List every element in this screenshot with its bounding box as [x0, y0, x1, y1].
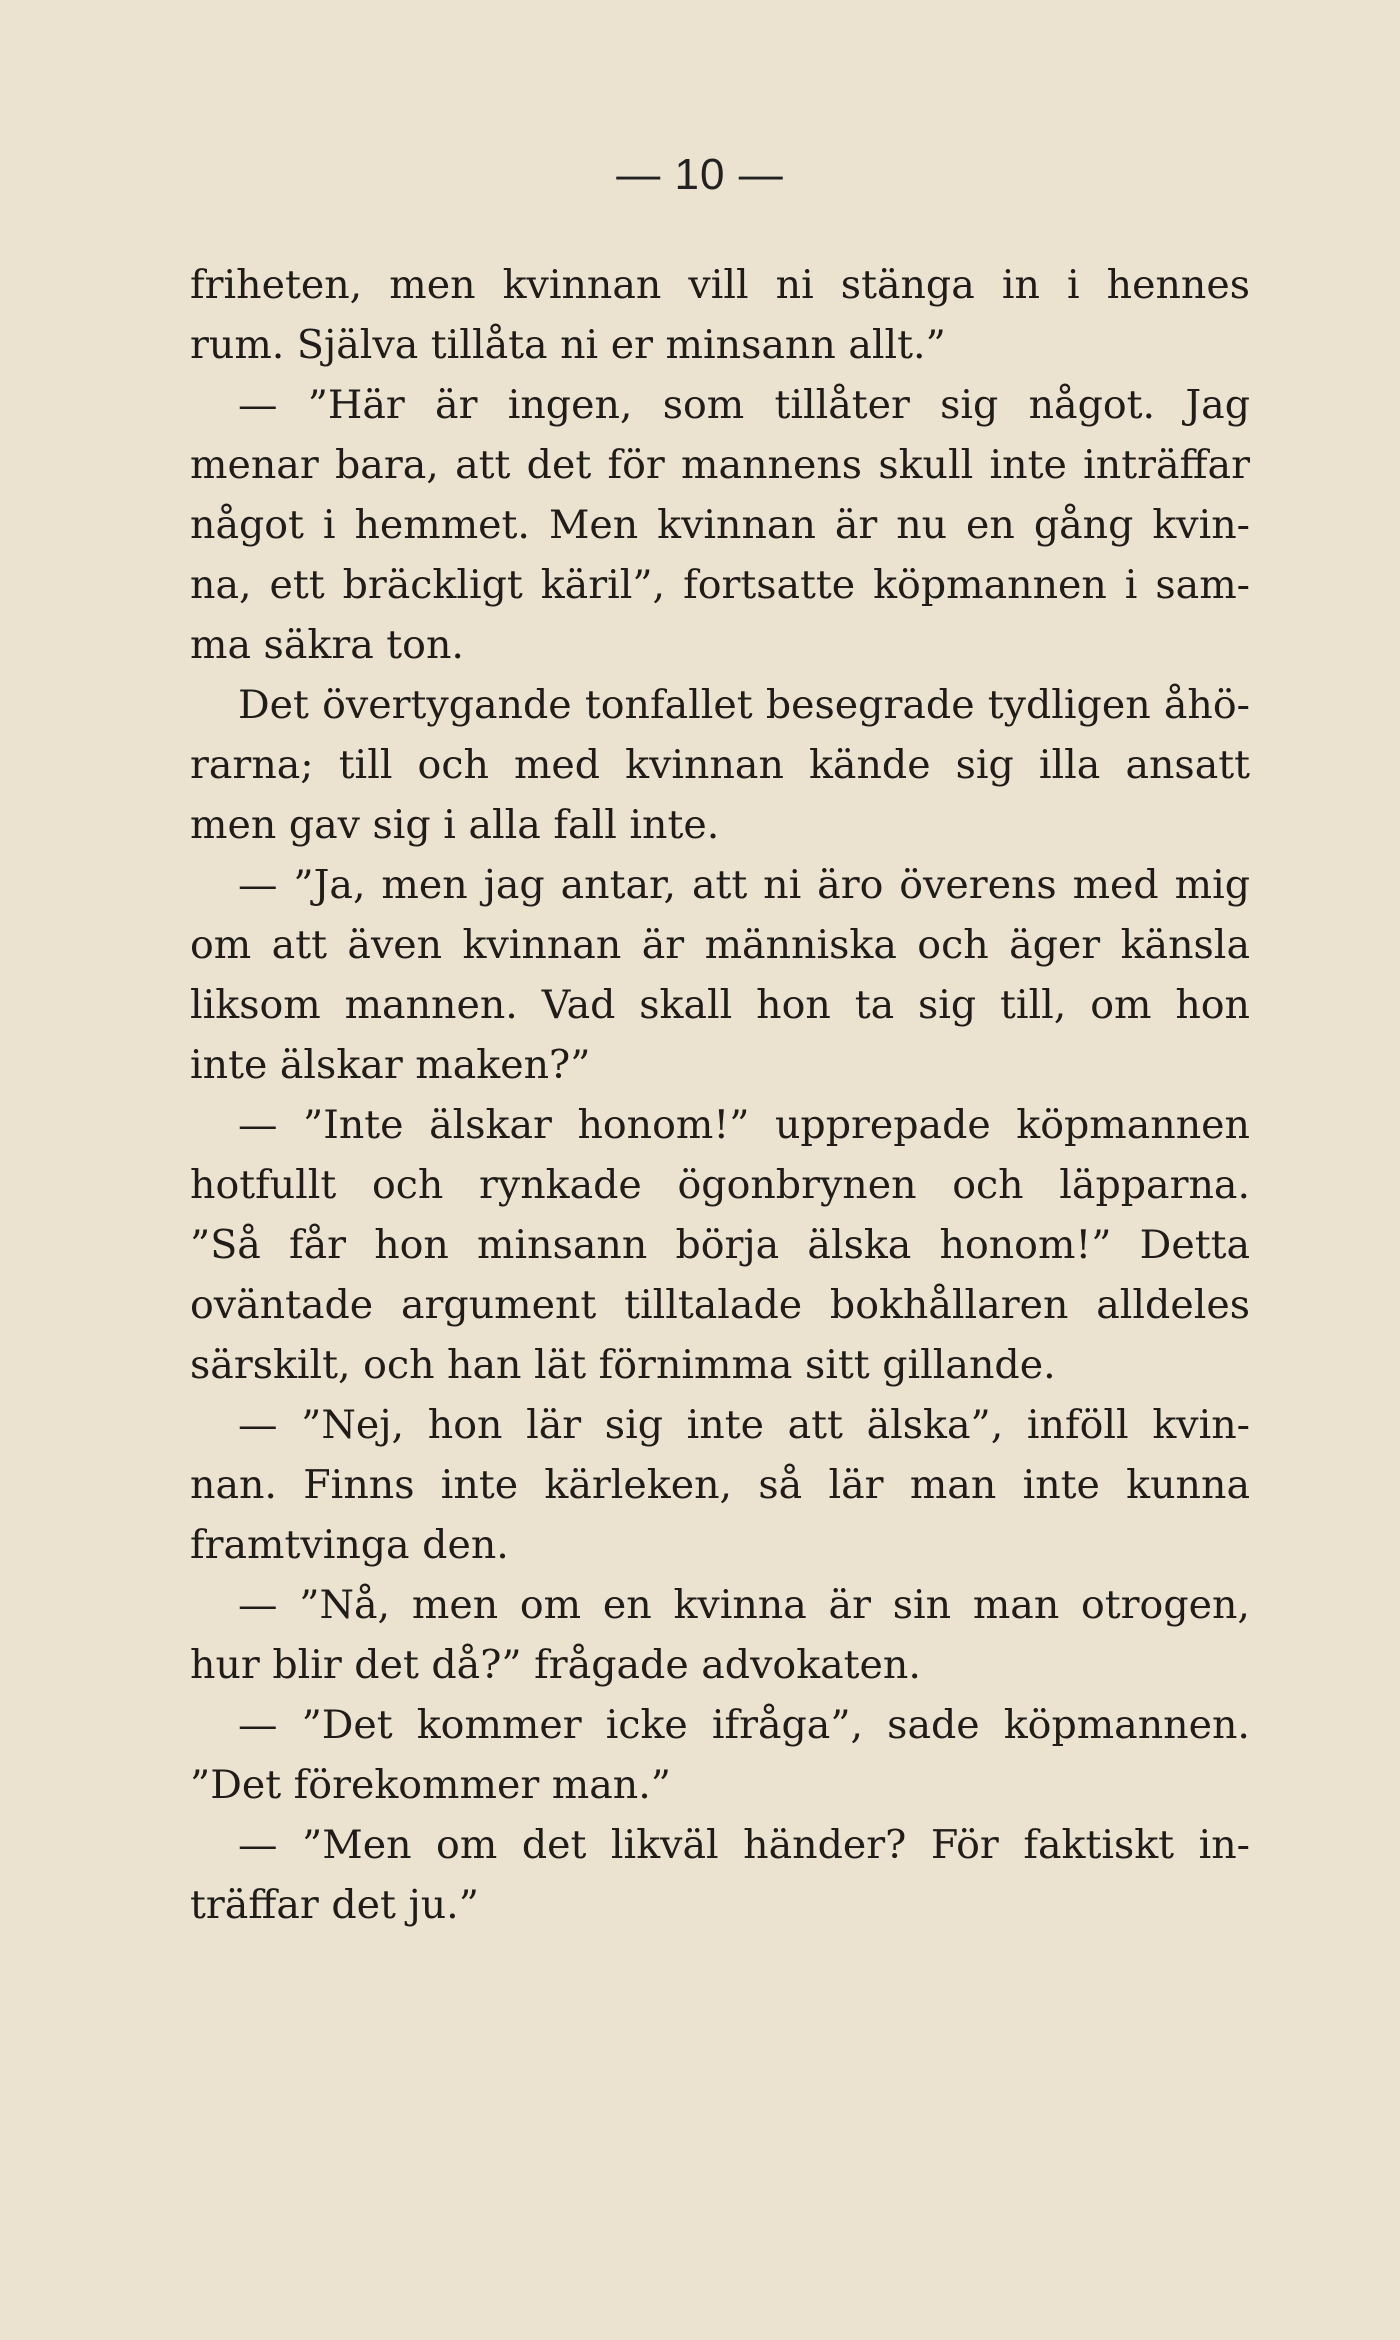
- text-line: hur blir det då?” frågade advokaten.: [190, 1642, 921, 1688]
- text-line: om att även kvinnan är människa och äger känsla: [190, 922, 1250, 968]
- text-line: — ”Det kommer icke ifråga”, sade köpmannen.: [238, 1702, 1250, 1748]
- text-line: nan. Finns inte kärleken, så lär man inte kunna: [190, 1462, 1250, 1508]
- page-number: — 10 —: [616, 150, 784, 199]
- text-line: något i hemmet. Men kvinnan är nu en gång kvin-: [190, 502, 1250, 548]
- text-line: framtvinga den.: [190, 1522, 509, 1568]
- text-line: menar bara, att det för mannens skull inte inträffar: [190, 442, 1250, 488]
- text-line: oväntade argument tilltalade bokhållaren alldeles: [190, 1282, 1250, 1328]
- text-line: men gav sig i alla fall inte.: [190, 802, 720, 848]
- body-text: [190, 255, 1250, 1935]
- text-line: — ”Men om det likväl händer? För faktiskt in-: [238, 1822, 1250, 1868]
- text-line: träffar det ju.”: [190, 1882, 479, 1928]
- text-line: liksom mannen. Vad skall hon ta sig till, om hon: [190, 982, 1250, 1028]
- text-line: rarna; till och med kvinnan kände sig illa ansatt: [190, 742, 1250, 788]
- text-line: ”Så får hon minsann börja älska honom!” Detta: [190, 1222, 1250, 1268]
- text-line: — ”Nej, hon lär sig inte att älska”, inföll kvin-: [238, 1402, 1250, 1448]
- text-line: — ”Ja, men jag antar, att ni äro överens med mig: [238, 862, 1250, 908]
- text-line: ”Det förekommer man.”: [190, 1762, 671, 1808]
- text-line: särskilt, och han lät förnimma sitt gillande.: [190, 1342, 1056, 1388]
- text-line: Det övertygande tonfallet besegrade tydligen åhö-: [238, 682, 1250, 728]
- text-line: — ”Här är ingen, som tillåter sig något. Jag: [238, 382, 1250, 428]
- text-line: inte älskar maken?”: [190, 1042, 591, 1088]
- text-line: ma säkra ton.: [190, 622, 464, 668]
- text-line: friheten, men kvinnan vill ni stänga in i hennes: [190, 262, 1250, 308]
- text-line: — ”Inte älskar honom!” upprepade köpmannen: [238, 1102, 1250, 1148]
- text-line: — ”Nå, men om en kvinna är sin man otrogen,: [238, 1582, 1250, 1628]
- text-line: na, ett bräckligt käril”, fortsatte köpmannen i sam-: [190, 562, 1250, 608]
- text-line: rum. Själva tillåta ni er minsann allt.”: [190, 322, 946, 368]
- text-line: hotfullt och rynkade ögonbrynen och läpparna.: [190, 1162, 1250, 1208]
